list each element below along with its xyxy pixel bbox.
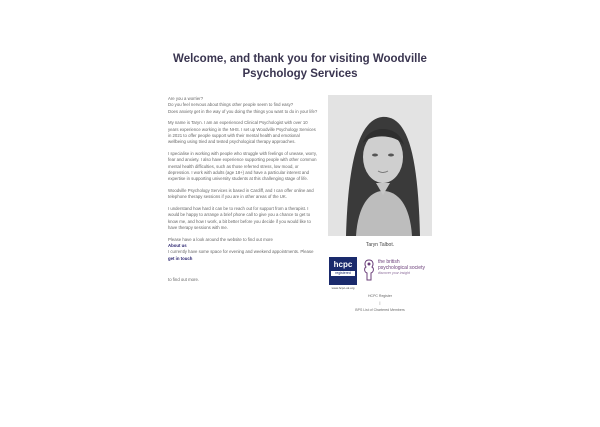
availability-text: I currently have some space for evening and weekend appointments. Please bbox=[168, 249, 314, 255]
registration-info bbox=[328, 293, 432, 314]
hcpc-register-text: HCPC Register bbox=[368, 294, 392, 298]
main-content bbox=[168, 96, 318, 289]
page-title bbox=[150, 52, 450, 82]
get-in-touch-link[interactable]: get in touch bbox=[168, 255, 193, 261]
location-paragraph: Woodville Psychology Services is based in Cardiff, and I can offer online and telephone therapy sessions if you are in other areas of the UK. bbox=[168, 188, 314, 200]
intro-question-1: Are you a worrier? bbox=[168, 96, 204, 101]
bps-list-text: BPS List of Chartered Members bbox=[355, 308, 405, 312]
hcpc-website: www.hcpc-uk.org bbox=[331, 286, 355, 290]
profile-photo bbox=[328, 95, 432, 236]
page-title-line1: Welcome, and thank you for visiting Woodville bbox=[173, 53, 427, 65]
bps-text bbox=[378, 260, 425, 277]
reaching-out-paragraph: I understand how hard it can be to reach out for support from a therapist. I would be happy to arrange a brief phone call to give you a chance to get to know me, and how I work, a bit better before you decide if you would like to have therapy sessions with me. bbox=[168, 206, 311, 231]
about-me-paragraph: My name is Taryn. I am an experienced Clinical Psychologist with over 10 years experience working in the NHS. I set up Woodville Psychology Services in 2021 to offer people support with their mental health and emotional wellbeing using tried and tested psychological therapy approaches. bbox=[168, 120, 316, 145]
profile-caption: Taryn Talbot. bbox=[365, 242, 395, 248]
bps-name-line2: psychological society bbox=[378, 264, 425, 271]
page-title-line2: Psychology Services bbox=[242, 68, 358, 80]
bps-tagline: discover your insight bbox=[378, 271, 410, 276]
about-us-link[interactable]: About us bbox=[168, 243, 187, 249]
find-out-more-text: to find out more. bbox=[168, 277, 200, 283]
hcpc-logo-sub: registered bbox=[331, 271, 355, 276]
intro-questions bbox=[168, 96, 318, 115]
bps-logo bbox=[362, 258, 434, 284]
website-lead-text: Please have a look around the website to find out more bbox=[168, 236, 273, 242]
portrait-image bbox=[328, 95, 432, 236]
intro-question-3: Does anxiety get in the way of you doing the things you want to do in your life? bbox=[168, 108, 318, 114]
bps-name-line1: the british bbox=[378, 259, 400, 265]
intro-question-2: Do you feel nervous about things other people seem to find easy? bbox=[168, 102, 294, 108]
registration-separator: | bbox=[379, 301, 381, 305]
specialism-paragraph: I specialise in working with people who struggle with feelings of unease, worry, fear and anxiety. I also have experience supporting people with other common mental health difficulties, such as those referred stress, low mood, or depression. I work with adults (age 18+) and have a particular interest and expertise in supporting university students at this challenging stage of life. bbox=[168, 151, 317, 182]
bps-crest-icon bbox=[362, 258, 376, 282]
hcpc-logo-main: hcpc bbox=[333, 260, 353, 269]
hcpc-logo bbox=[329, 257, 357, 285]
